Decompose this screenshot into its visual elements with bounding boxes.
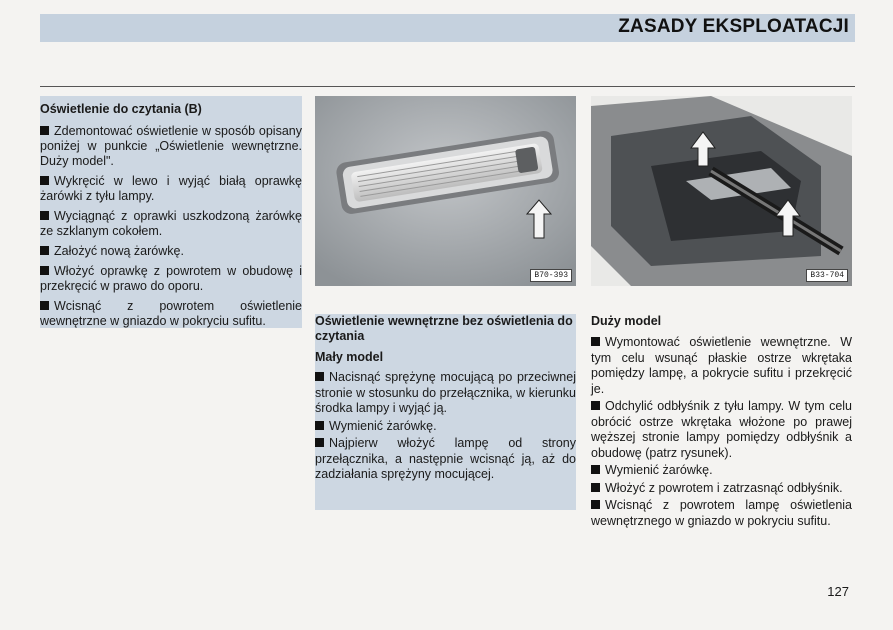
interior-light-large-section bbox=[591, 314, 852, 531]
section-title: Oświetlenie wewnętrzne bez oświetlenia do czytania bbox=[315, 314, 573, 343]
bullet-icon bbox=[591, 401, 600, 410]
instruction-item: Wyciągnąć z oprawki uszkodzoną żarówkę ze szklanym cokołem. bbox=[40, 209, 302, 238]
small-lamp-photo bbox=[315, 96, 576, 286]
bullet-icon bbox=[40, 176, 49, 185]
section-title: Oświetlenie do czytania (B) bbox=[40, 102, 202, 116]
bullet-icon bbox=[40, 301, 49, 310]
bullet-icon bbox=[591, 465, 600, 474]
figure-code: B70-393 bbox=[530, 269, 572, 282]
instruction-item: Odchylić odbłyśnik z tyłu lampy. W tym celu obrócić ostrze wkrętaka włożone po prawej węższej stronie lampy pomiędzy odbłyśnik a obudowę (patrz rysunek). bbox=[591, 399, 852, 460]
page-header-title: ZASADY EKSPLOATACJI bbox=[618, 16, 849, 37]
bullet-icon bbox=[315, 421, 324, 430]
header-rule bbox=[40, 86, 855, 87]
instruction-item: Wcisnąć z powrotem oświetlenie wewnętrzne w gniazdo w pokryciu sufitu. bbox=[40, 299, 302, 328]
large-lamp-illustration bbox=[591, 96, 852, 286]
bullet-icon bbox=[591, 483, 600, 492]
instruction-item: Najpierw włożyć lampę od strony przełącznika, a następnie wcisnąć ją, aż do zadziałania sprężyny mocującej. bbox=[315, 436, 576, 481]
reading-light-section bbox=[40, 96, 302, 328]
bullet-icon bbox=[40, 266, 49, 275]
bullet-icon bbox=[315, 372, 324, 381]
instruction-item: Wymienić żarówkę. bbox=[315, 419, 576, 435]
bullet-icon bbox=[40, 211, 49, 220]
instruction-item: Nacisnąć sprężynę mocującą po przeciwnej stronie w stosunku do przełącznika, w kierunku środka lampy i wyjąć ją. bbox=[315, 370, 576, 415]
interior-light-small-section bbox=[315, 314, 576, 510]
bullet-icon bbox=[40, 126, 49, 135]
bullet-icon bbox=[315, 438, 324, 447]
small-lamp-illustration bbox=[315, 96, 576, 286]
instruction-item: Włożyć z powrotem i zatrzasnąć odbłyśnik. bbox=[591, 481, 852, 497]
instruction-item: Zdemontować oświetlenie w sposób opisany poniżej w punkcie „Oświetlenie wewnętrzne. Duży model". bbox=[40, 124, 302, 168]
instruction-item: Wykręcić w lewo i wyjąć białą oprawkę żarówki z tyłu lampy. bbox=[40, 174, 302, 203]
instruction-item: Założyć nową żarówkę. bbox=[40, 244, 302, 259]
instruction-item: Włożyć oprawkę z powrotem w obudowę i przekręcić w prawo do oporu. bbox=[40, 264, 302, 293]
section-subtitle: Mały model bbox=[315, 350, 384, 364]
section-title: Duży model bbox=[591, 314, 662, 328]
bullet-icon bbox=[591, 500, 600, 509]
page-number: 127 bbox=[827, 584, 849, 599]
instruction-item: Wymontować oświetlenie wewnętrzne. W tym celu wsunąć płaskie ostrze wkrętaka pomiędzy lampę, a pokrycie sufitu i przekręcić je. bbox=[591, 335, 852, 396]
large-lamp-photo bbox=[591, 96, 852, 286]
instruction-item: Wcisnąć z powrotem lampę oświetlenia wewnętrznego w gniazdo w pokryciu sufitu. bbox=[591, 498, 852, 528]
instruction-item: Wymienić żarówkę. bbox=[591, 463, 852, 479]
bullet-icon bbox=[591, 337, 600, 346]
bullet-icon bbox=[40, 246, 49, 255]
figure-code: B33-704 bbox=[806, 269, 848, 282]
